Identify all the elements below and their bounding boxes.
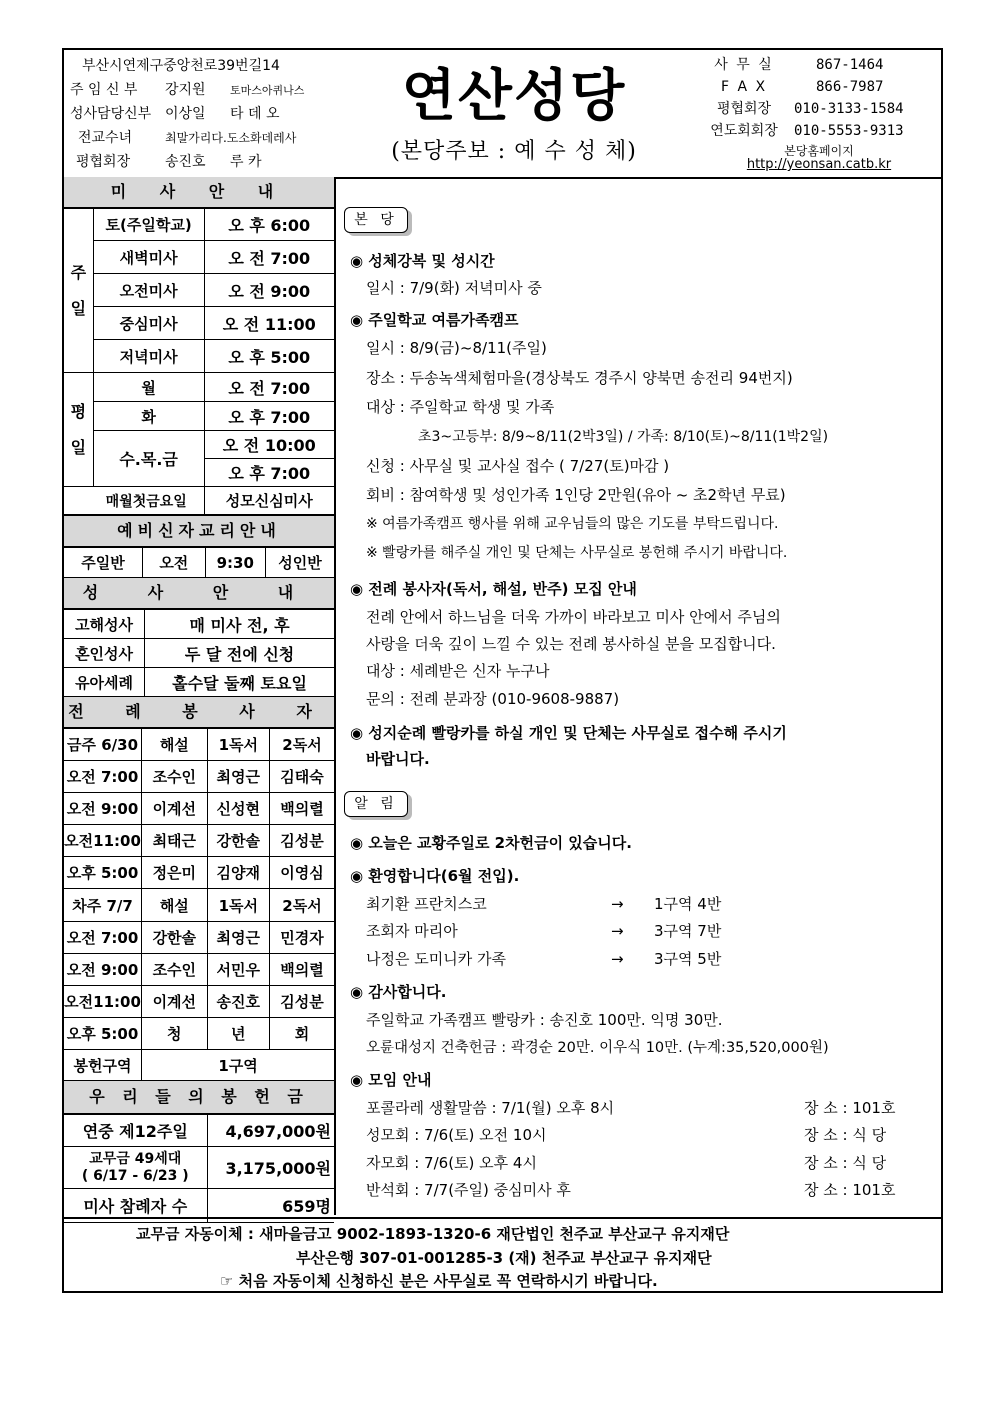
reader-2: 백의렬 xyxy=(270,954,335,986)
footer xyxy=(64,1217,941,1293)
col-label: 2독서 xyxy=(270,729,335,761)
weekday-label: 평 일 xyxy=(64,373,93,487)
meeting-text: 반석회 : 7/7(주일) 중심미사 후 xyxy=(366,1181,571,1199)
table-row xyxy=(64,825,334,857)
meeting-text: 포콜라레 생활말씀 : 7/1(월) 오후 8시 xyxy=(366,1099,615,1117)
table-row xyxy=(64,954,334,986)
catechumen-target: 성인반 xyxy=(265,548,334,578)
bulletin-frame xyxy=(62,48,943,1293)
sacrament-value: 두 달 전에 신청 xyxy=(145,639,334,668)
mass-time: 오전11:00 xyxy=(64,986,142,1018)
footer-line: ☞ 처음 자동이체 신청하신 분은 사무실로 꼭 연락하시기 바랍니다. xyxy=(220,1272,658,1290)
offering-name: 미사 참례자 수 xyxy=(64,1189,207,1223)
liturgy-week-header xyxy=(64,889,334,922)
mass-name: 화 xyxy=(93,402,204,431)
notice-heading: ◉ 감사합니다. xyxy=(350,983,447,1001)
mass-time: 오 전 9:00 xyxy=(204,274,334,307)
news-line: 장소 : 두송녹색체험마을(경상북도 경주시 양북면 송전리 94번지) xyxy=(366,369,793,387)
contact-row: 연도회회장 010-5553-9313 xyxy=(710,123,904,139)
mass-time: 오전11:00 xyxy=(64,825,142,857)
sacrament-name: 혼인성사 xyxy=(64,639,145,668)
commentator: 이계선 xyxy=(142,986,207,1018)
reader-1: 강한솔 xyxy=(207,825,269,857)
news-heading: ◉ 전례 봉사자(독서, 해설, 반주) 모집 안내 xyxy=(350,580,637,598)
staff-row: 전교수녀 최말가리다.도소화데레사 xyxy=(78,130,297,146)
reader-1: 김양재 xyxy=(207,857,269,889)
table-row xyxy=(64,793,334,825)
sacrament-value: 홀수달 둘째 토요일 xyxy=(145,668,334,697)
sacrament-name: 고해성사 xyxy=(64,610,145,639)
reader-1: 송진호 xyxy=(207,986,269,1018)
contact-row: F A X 866-7987 xyxy=(720,79,884,95)
catechumen-day: 주일반 xyxy=(64,548,143,578)
meeting-place: 장 소 : 식 당 xyxy=(804,1154,887,1172)
left-column xyxy=(64,177,336,1215)
news-line: 문의 : 전례 분과장 (010-9608-9887) xyxy=(366,690,620,708)
first-friday-mass: 성모신심미사 xyxy=(204,487,334,515)
mass-time: 오 전 11:00 xyxy=(204,307,334,340)
news-line: 회비 : 참여학생 및 성인가족 1인당 2만원(유아 ~ 초2학년 무료) xyxy=(366,486,786,504)
commentator: 강한솔 xyxy=(142,922,207,954)
week-label: 금주 6/30 xyxy=(64,729,142,761)
contact-info xyxy=(694,54,939,142)
catechumen-time: 9:30 xyxy=(205,548,265,578)
homepage-link[interactable]: http://yeonsan.catb.kr xyxy=(746,157,892,172)
reader-2: 김태숙 xyxy=(270,761,335,793)
col-label: 1독서 xyxy=(207,729,269,761)
col-label: 1독서 xyxy=(207,889,269,922)
notice-heading: ◉ 모임 안내 xyxy=(350,1071,432,1089)
offering-value: 4,697,000원 xyxy=(207,1115,334,1147)
mass-time: 오후 5:00 xyxy=(64,857,142,889)
mass-time: 오전 7:00 xyxy=(64,922,142,954)
mass-time: 오 후 6:00 xyxy=(204,209,334,241)
sunday-label: 주 일 xyxy=(64,209,93,373)
mass-heading: 미 사 안 내 xyxy=(64,177,334,208)
offering-area-value: 1구역 xyxy=(142,1050,334,1081)
footer-line: 교무금 자동이체 : 새마을금고 9002-1893-1320-6 재단법인 천주교 부산교구 유지재단 xyxy=(136,1225,730,1243)
contact-row: 평협회장 010-3133-1584 xyxy=(716,101,904,117)
offering-area-row xyxy=(64,1050,334,1081)
reader-2: 김성분 xyxy=(270,825,335,857)
news-line: 일시 : 7/9(화) 저녁미사 중 xyxy=(366,279,542,297)
news-line: ※ 빨랑카를 해주실 개인 및 단체는 사무실로 봉헌해 주시기 바랍니다. xyxy=(366,545,788,561)
welcome-area: 1구역 4반 xyxy=(654,895,722,913)
reader-2: 김성분 xyxy=(270,986,335,1018)
reader-1: 신성현 xyxy=(207,793,269,825)
news-line: 초3~고등부: 8/9~8/11(2박3일) / 가족: 8/10(토)~8/11(1박2일) xyxy=(418,429,829,445)
parish-news-tag: 본 당 xyxy=(344,207,408,233)
mass-time: 오 전 7:00 xyxy=(204,241,334,274)
parish-title: 연산성당 xyxy=(401,64,627,129)
staff-row: 평협회장 송진호 루 카 xyxy=(76,154,262,170)
catechumen-heading: 예비신자교리안내 xyxy=(64,515,334,547)
notice-heading: ◉ 환영합니다(6월 전입). xyxy=(350,867,520,885)
mass-name: 월 xyxy=(93,373,204,402)
meeting-text: 성모회 : 7/6(토) 오전 10시 xyxy=(366,1126,547,1144)
welcome-area: 3구역 7반 xyxy=(654,922,722,940)
col-label: 2독서 xyxy=(270,889,335,922)
reader-1: 최영근 xyxy=(207,922,269,954)
catechumen-table xyxy=(64,547,334,578)
mass-time: 오 전 7:00 xyxy=(204,373,334,402)
news-heading: ◉ 주일학교 여름가족캠프 xyxy=(350,311,519,329)
news-heading: 바랍니다. xyxy=(366,750,430,768)
mass-time: 오 전 10:00 xyxy=(204,431,334,459)
staff-row: 주 임 신 부 강지원 토마스아퀴나스 xyxy=(70,82,305,98)
clergy-info xyxy=(70,54,340,174)
news-line: 대상 : 주일학교 학생 및 가족 xyxy=(366,398,555,416)
mass-name: 토(주일학교) xyxy=(93,209,204,241)
reader-2: 백의렬 xyxy=(270,793,335,825)
commentator: 청 xyxy=(142,1018,207,1050)
liturgy-table xyxy=(64,728,334,1081)
news-line: 대상 : 세례받은 신자 누구나 xyxy=(366,662,550,680)
arrow-icon: → xyxy=(611,922,624,940)
news-line: 전례 안에서 하느님을 더욱 가까이 바라보고 미사 안에서 주님의 xyxy=(366,608,781,626)
reader-2: 민경자 xyxy=(270,922,335,954)
offering-heading: 우 리 들 의 봉 헌 금 xyxy=(64,1081,334,1114)
mass-name: 저녁미사 xyxy=(93,340,204,373)
first-friday-label: 매월첫금요일 xyxy=(64,487,204,515)
welcome-name: 조회자 마리아 xyxy=(366,922,458,940)
mass-time: 오 후 7:00 xyxy=(204,402,334,431)
mass-name: 수.목.금 xyxy=(93,431,204,487)
mass-name: 중심미사 xyxy=(93,307,204,340)
mass-time: 오 후 5:00 xyxy=(204,340,334,373)
homepage xyxy=(704,144,934,172)
table-row xyxy=(64,1147,334,1189)
mass-schedule-table xyxy=(64,208,334,515)
mass-time: 오전 7:00 xyxy=(64,761,142,793)
table-row xyxy=(64,1018,334,1050)
news-heading: ◉ 성체강복 및 성시간 xyxy=(350,252,495,270)
col-label: 해설 xyxy=(142,889,207,922)
arrow-icon: → xyxy=(611,950,624,968)
welcome-area: 3구역 5반 xyxy=(654,950,722,968)
welcome-name: 최기환 프란치스코 xyxy=(366,895,487,913)
sacrament-table xyxy=(64,609,334,697)
offering-table xyxy=(64,1114,334,1223)
offering-value: 3,175,000원 xyxy=(207,1147,334,1189)
news-line: 일시 : 8/9(금)~8/11(주일) xyxy=(366,339,547,357)
mass-time: 오전 9:00 xyxy=(64,793,142,825)
reader-1: 서민우 xyxy=(207,954,269,986)
footer-line: 부산은행 307-01-001285-3 (재) 천주교 부산교구 유지재단 xyxy=(296,1249,712,1267)
commentator: 조수인 xyxy=(142,954,207,986)
staff-row: 성사담당신부 이상일 타 데 오 xyxy=(70,106,280,122)
table-row xyxy=(64,761,334,793)
mass-time: 오후 5:00 xyxy=(64,1018,142,1050)
news-heading: ◉ 성지순례 빨랑카를 하실 개인 및 단체는 사무실로 접수해 주시기 xyxy=(350,724,787,742)
right-column xyxy=(336,177,941,1215)
commentator: 정은미 xyxy=(142,857,207,889)
reader-2: 이영심 xyxy=(270,857,335,889)
mass-time: 오 후 7:00 xyxy=(204,459,334,487)
contact-row: 사 무 실 867-1464 xyxy=(714,57,884,73)
col-label: 해설 xyxy=(142,729,207,761)
offering-name: 연중 제12주일 xyxy=(64,1115,207,1147)
notice-tag: 알 림 xyxy=(344,791,408,817)
meeting-text: 자모회 : 7/6(토) 오후 4시 xyxy=(366,1154,537,1172)
arrow-icon: → xyxy=(611,895,624,913)
reader-1: 최영근 xyxy=(207,761,269,793)
meeting-place: 장 소 : 101호 xyxy=(804,1099,896,1117)
address: 부산시연제구중앙천로39번길14 xyxy=(82,58,280,74)
homepage-label: 본당홈페이지 xyxy=(784,144,854,158)
sacrament-name: 유아세례 xyxy=(64,668,145,697)
table-row xyxy=(64,922,334,954)
parish-subtitle: (본당주보 : 예 수 성 체) xyxy=(391,139,637,164)
table-row xyxy=(64,1115,334,1147)
table-row xyxy=(64,857,334,889)
mass-name: 오전미사 xyxy=(93,274,204,307)
liturgy-week-header xyxy=(64,729,334,761)
reader-1: 년 xyxy=(207,1018,269,1050)
commentator: 이계선 xyxy=(142,793,207,825)
news-line: 사랑을 더욱 깊이 느낄 수 있는 전례 봉사하실 분을 모집합니다. xyxy=(366,635,776,653)
mass-name: 새벽미사 xyxy=(93,241,204,274)
meeting-place: 장 소 : 101호 xyxy=(804,1181,896,1199)
meeting-place: 장 소 : 식 당 xyxy=(804,1126,887,1144)
table-row xyxy=(64,986,334,1018)
sacrament-heading: 성 사 안 내 xyxy=(64,578,334,609)
news-line: 신청 : 사무실 및 교사실 접수 ( 7/27(토)마감 ) xyxy=(366,457,670,475)
sacrament-value: 매 미사 전, 후 xyxy=(145,610,334,639)
commentator: 최태근 xyxy=(142,825,207,857)
liturgy-heading: 전 례 봉 사 자 xyxy=(64,697,334,728)
reader-2: 회 xyxy=(270,1018,335,1050)
week-label: 차주 7/7 xyxy=(64,889,142,922)
bulletin-header xyxy=(64,50,941,179)
thanks-line: 주일학교 가족캠프 빨랑카 : 송진호 100만. 익명 30만. xyxy=(366,1011,723,1029)
welcome-name: 나정은 도미니카 가족 xyxy=(366,950,506,968)
offering-name: 교무금 49세대 ( 6/17 - 6/23 ) xyxy=(64,1147,207,1189)
catechumen-ampm: 오전 xyxy=(143,548,205,578)
news-line: ※ 여름가족캠프 행사를 위해 교우님들의 많은 기도를 부탁드립니다. xyxy=(366,516,779,532)
offering-value: 659명 xyxy=(207,1189,334,1223)
notice-heading: ◉ 오늘은 교황주일로 2차헌금이 있습니다. xyxy=(350,834,632,852)
offering-area-label: 봉헌구역 xyxy=(64,1050,142,1081)
thanks-line: 오륜대성지 건축헌금 : 곽경순 20만. 이우식 10만. (누계:35,520,000원) xyxy=(366,1040,829,1056)
mass-time: 오전 9:00 xyxy=(64,954,142,986)
commentator: 조수인 xyxy=(142,761,207,793)
